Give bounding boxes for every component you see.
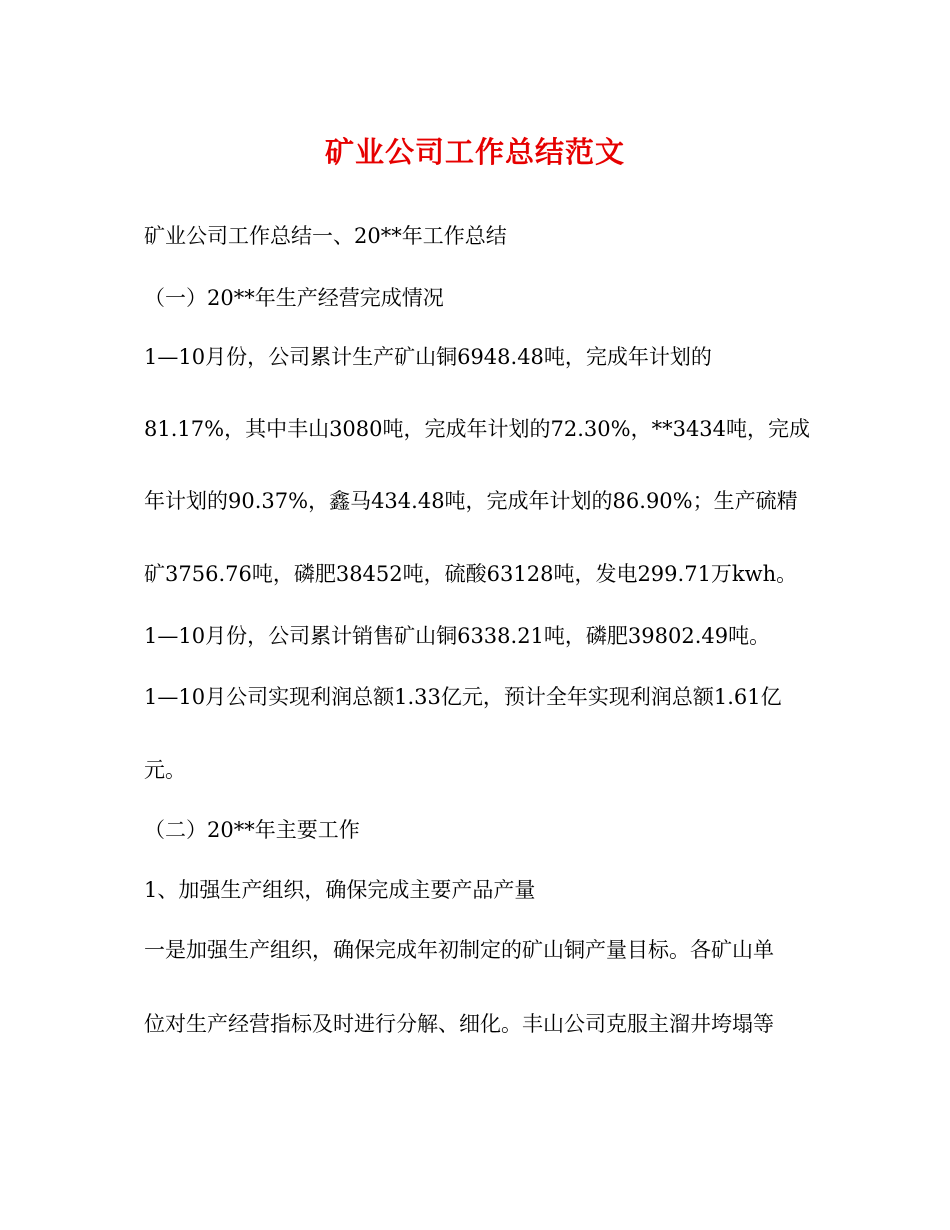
paragraph-line: 位对生产经营指标及时进行分解、细化。丰山公司克服主溜井垮塌等 — [144, 1012, 774, 1036]
paragraph-line: 1—10月份，公司累计销售矿山铜6338.21吨，磷肥39802.49吨。 — [144, 624, 771, 648]
list-heading: 1、加强生产组织，确保完成主要产品产量 — [144, 878, 536, 902]
paragraph-line: 一是加强生产组织，确保完成年初制定的矿山铜产量目标。各矿山单 — [144, 938, 774, 962]
document-title: 矿业公司工作总结范文 — [324, 135, 625, 169]
subsection-heading: （一）20**年生产经营完成情况 — [144, 286, 444, 310]
paragraph-line: 1—10月公司实现利润总额1.33亿元，预计全年实现利润总额1.61亿 — [144, 685, 782, 709]
paragraph-line: 元。 — [144, 758, 186, 782]
subsection-heading: （二）20**年主要工作 — [144, 818, 360, 842]
paragraph-line: 年计划的90.37%，鑫马434.48吨，完成年计划的86.90%；生产硫精 — [144, 489, 798, 513]
paragraph-line: 81.17%，其中丰山3080吨，完成年计划的72.30%，**3434吨，完成 — [144, 417, 811, 441]
paragraph-line: 矿3756.76吨，磷肥38452吨，硫酸63128吨，发电299.71万kwh。 — [144, 562, 798, 586]
paragraph-line: 1—10月份，公司累计生产矿山铜6948.48吨，完成年计划的 — [144, 345, 712, 369]
section-heading: 矿业公司工作总结一、20**年工作总结 — [144, 224, 507, 248]
